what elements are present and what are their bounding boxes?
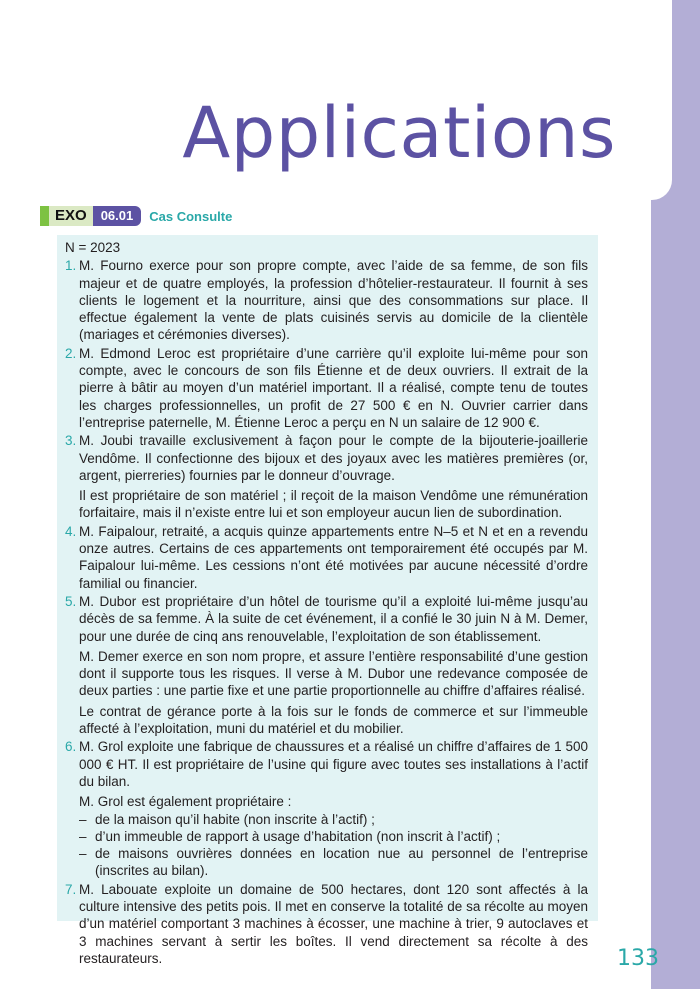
case-number: 2. <box>65 345 77 361</box>
case-paragraph: M. Faipalour, retraité, a acquis quinze appartements entre N–5 et N et en a revendu onze autres. Certains de ces appartements ont temporairement été occupés par M. Faipalour lui-même. Les cessions n’ont été motivées par aucune nécessité d’ordre familial ou financier. <box>79 523 588 591</box>
exercise-title: Cas Consulte <box>149 208 233 224</box>
case-list <box>65 257 588 967</box>
title-box <box>0 0 672 200</box>
case-number: 6. <box>65 739 77 755</box>
case-number: 3. <box>65 433 77 449</box>
case-number: 4. <box>65 523 77 539</box>
exercise-panel <box>57 235 598 966</box>
page-number: 133 <box>617 946 659 971</box>
case-number: 5. <box>65 593 77 609</box>
case-paragraph: M. Joubi travaille exclusivement à façon pour le compte de la bijouterie-joaillerie Vendôme. Il confectionne des bijoux et des joyaux avec les matières premières (or, argent, pierreries) fournies par le donneur d’ouvrage. <box>79 433 588 483</box>
case-number: 7. <box>65 881 77 897</box>
exercise-header <box>40 206 232 226</box>
case-paragraph: M. Grol est également propriétaire : <box>79 794 292 810</box>
exercise-marker <box>40 206 49 226</box>
intro-line: N = 2023 <box>65 240 121 255</box>
page-title: Applications <box>182 92 616 174</box>
case-paragraph: M. Edmond Leroc est propriétaire d’une carrière qu’il exploite lui-même pour son compte, avec le concours de son fils Étienne et de deux ouvriers. Il extrait de la pierre à bâtir au moyen d’un matériel important. Il a réalisé, compte tenu de toutes les charges professionnelles, un profit de 27 500 € en N. Ouvrier carrier dans l’entreprise paternelle, M. Étienne Leroc a perçu en N un salaire de 12 900 €. <box>79 345 588 430</box>
case-number: 1. <box>65 258 77 274</box>
case-item <box>65 257 588 343</box>
case-paragraph: M. Fourno exerce pour son propre compte, avec l’aide de sa femme, de son fils majeur et de quatre employés, la profession d’hôtelier-restaurateur. Il fournit à ses clients le logement et la nourriture, ainsi que des consommations sur place. Il effectue également la vente de plats cuisinés servis au domicile de la clientèle (mariages et cérémonies diverses). <box>79 258 588 343</box>
dash-list <box>79 811 588 880</box>
dash-list-item: – de maisons ouvrières données en location nue au personnel de l’entreprise (inscrites au bilan). <box>79 845 588 880</box>
dash-list-item: – d’un immeuble de rapport à usage d’habitation (non inscrit à l’actif) ; <box>79 828 588 845</box>
exercise-number: 06.01 <box>93 206 142 226</box>
case-paragraph: Le contrat de gérance porte à la fois sur le fonds de commerce et sur l’immeuble affecté à l’exploitation, muni du matériel et du mobilier. <box>79 703 588 737</box>
case-paragraph: Il est propriétaire de son matériel ; il reçoit de la maison Vendôme une rémunération forfaitaire, mais il n’existe entre lui et son employeur aucun lien de subordination. <box>79 488 588 521</box>
case-item <box>65 345 588 431</box>
exercise-label: EXO <box>49 206 93 226</box>
dash-list-item: – de la maison qu’il habite (non inscrite à l’actif) ; <box>79 811 588 828</box>
case-paragraph: M. Labouate exploite un domaine de 500 hectares, dont 120 sont affectés à la culture intensive des petits pois. Il met en conserve la totalité de sa récolte au moyen d’un matériel comportant 3 machines à écosser, une machine à trier, 9 autoclaves et 3 machines servant à sertir les boîtes. Il vend directement sa récolte à des restaurateurs. <box>79 881 588 966</box>
case-paragraph: M. Grol exploite une fabrique de chaussures et a réalisé un chiffre d’affaires de 1 500 000 € HT. Il est propriétaire de l’usine qui figure avec toutes ses installations à l’actif du bilan. <box>79 739 588 789</box>
case-item <box>65 881 588 967</box>
case-item <box>65 432 588 521</box>
case-paragraph: M. Demer exerce en son nom propre, et assure l’entière responsabilité d’une gestion dont il supporte tous les risques. Il verse à M. Dubor une redevance composée de deux parties : une partie fixe et une partie proportionnelle au chiffre d’affaires réalisé. <box>79 648 588 699</box>
case-item <box>65 738 588 879</box>
case-paragraph: M. Dubor est propriétaire d’un hôtel de tourisme qu’il a exploité lui-même jusqu’au décès de sa femme. À la suite de cet événement, il a confié le 30 juin N à M. Demer, pour une durée de cinq ans renouvelable, l’exploitation de son établissement. <box>79 593 588 644</box>
case-item <box>65 523 588 592</box>
case-item <box>65 593 588 737</box>
